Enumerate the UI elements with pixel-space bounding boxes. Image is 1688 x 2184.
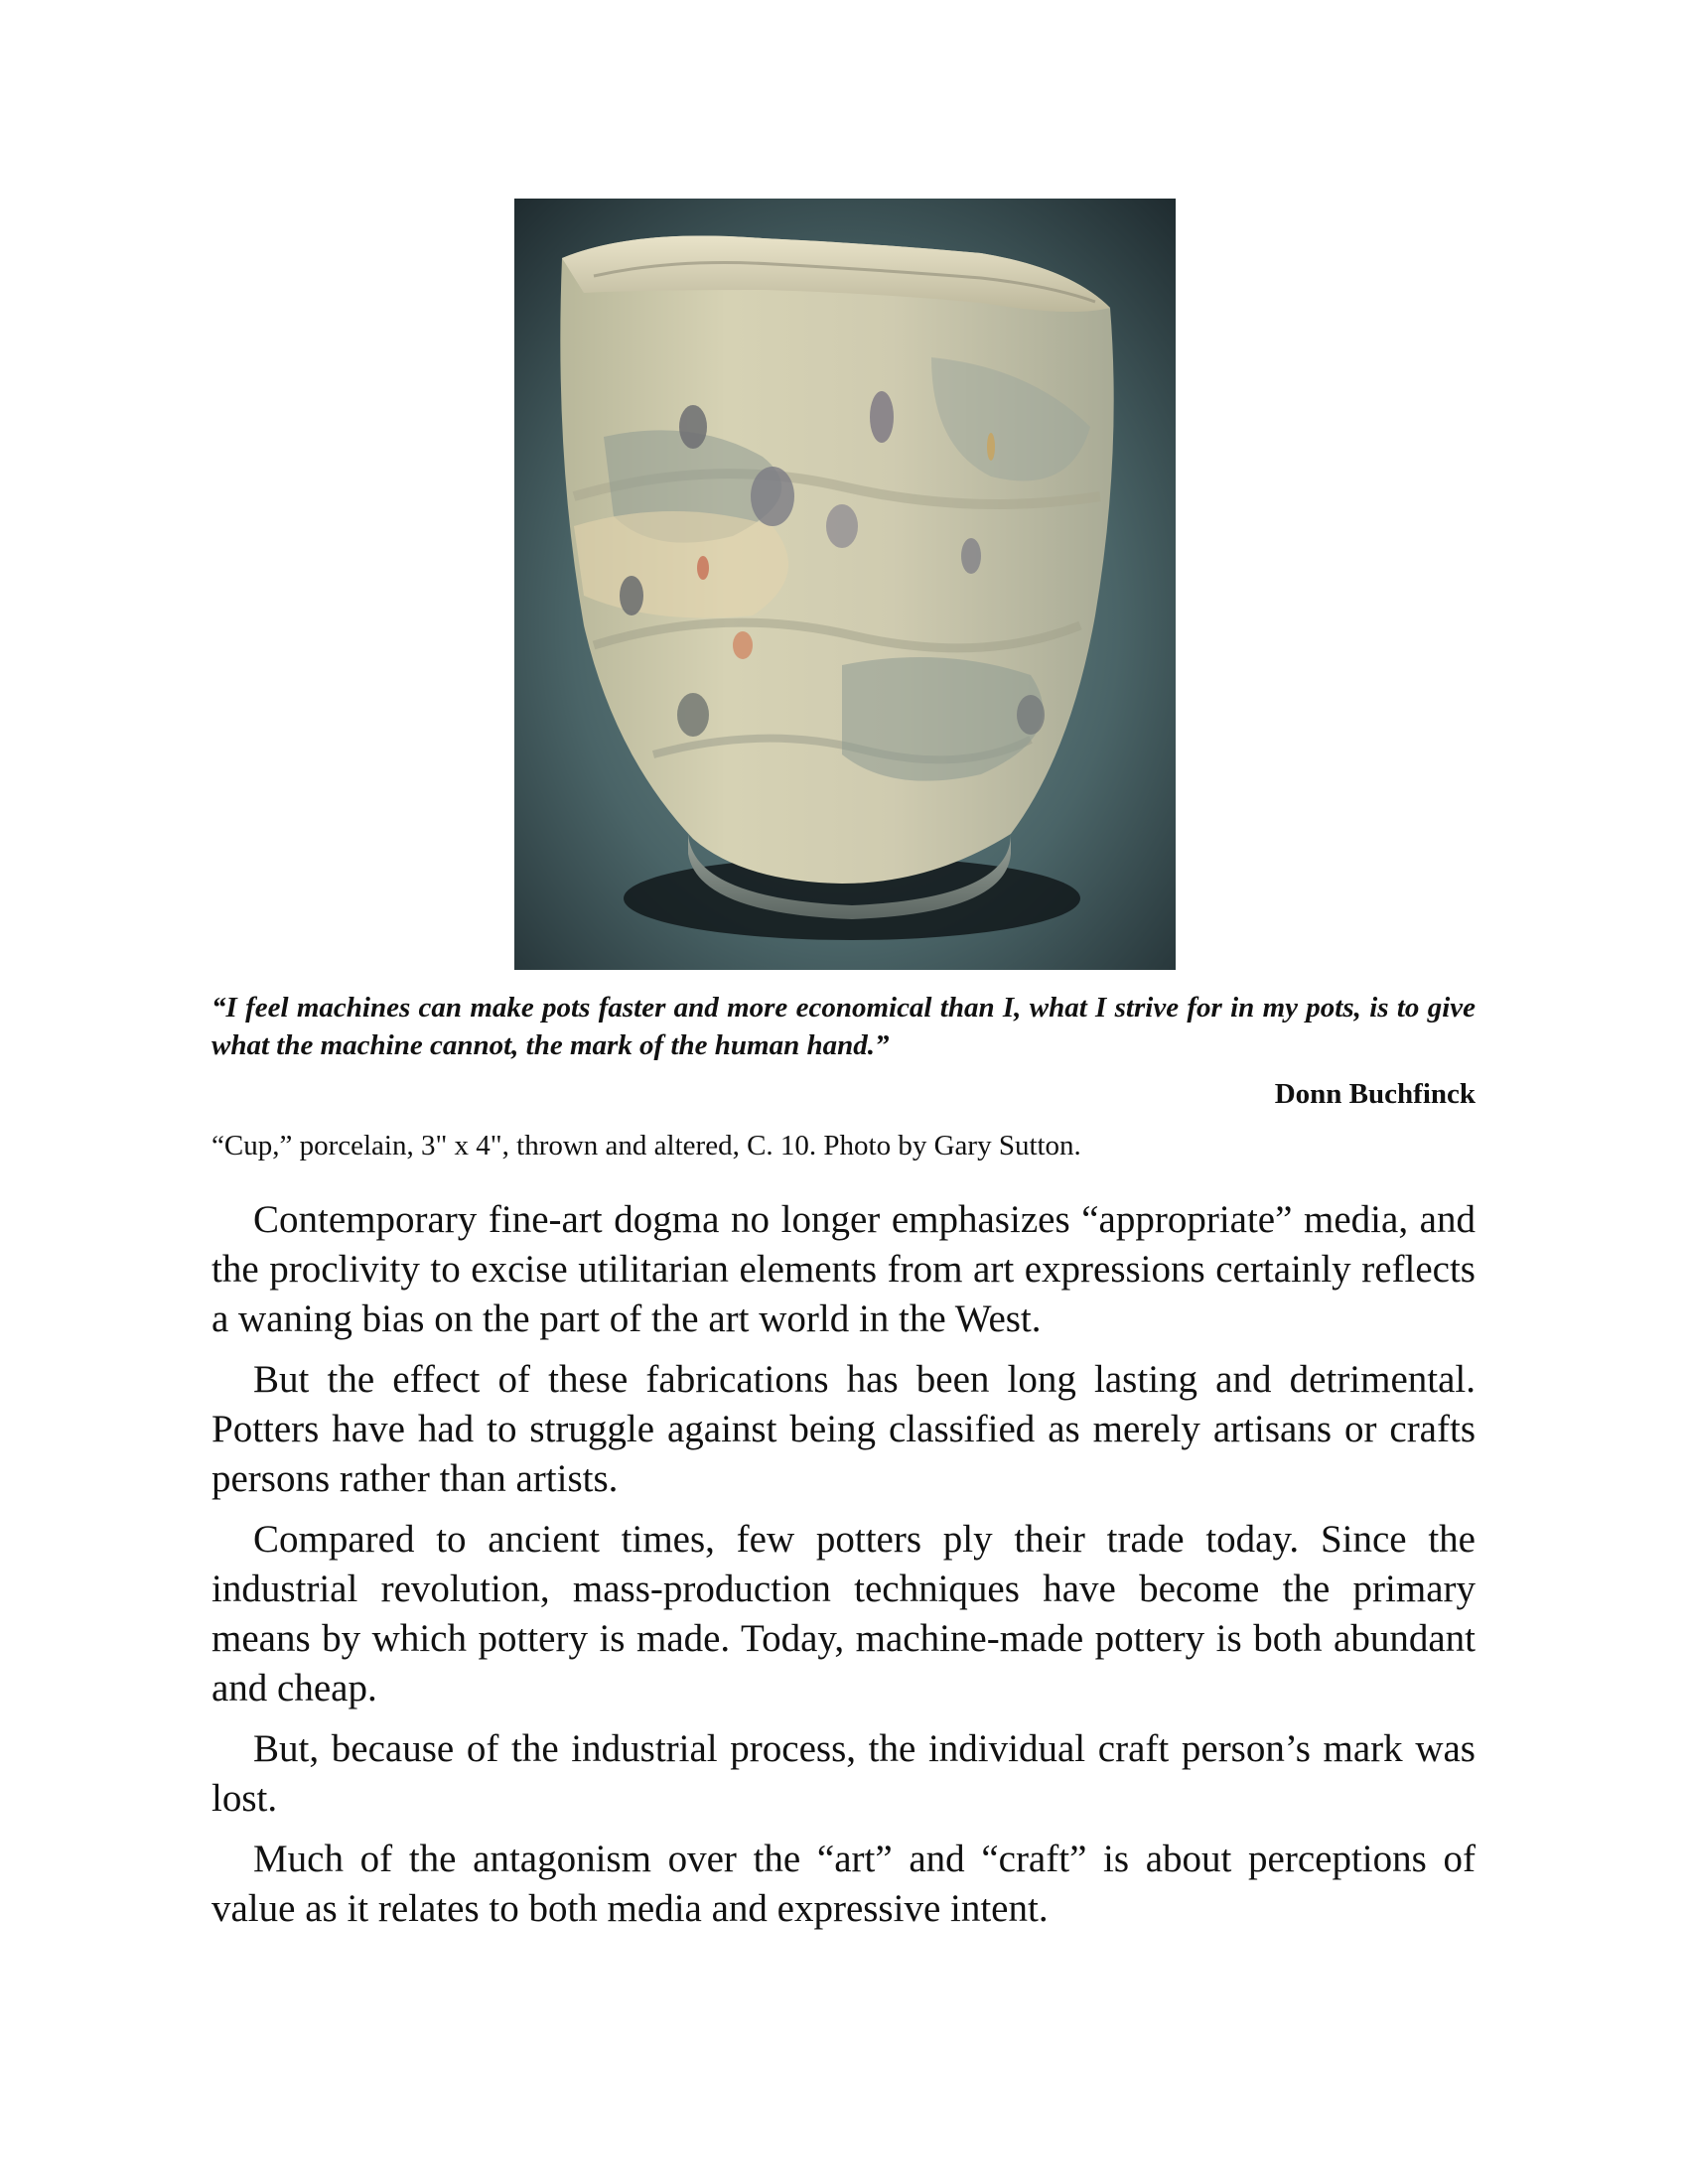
paragraph: Contemporary fine-art dogma no longer emphasizes “appropriate” media, and the proclivity to excise utilitarian elements from art expressions certainly reflects a waning bias on the part of the art world in the West. — [211, 1198, 1476, 1340]
cup-photo — [514, 199, 1176, 970]
paragraph: Much of the antagonism over the “art” and “craft” is about perceptions of value as it relates to both media and expressive intent. — [211, 1838, 1476, 1930]
paragraph: But the effect of these fabrications has been long lasting and detrimental. Potters have had to struggle against being classified as merely artisans or crafts persons rather than artists. — [211, 1358, 1476, 1500]
pull-quote: “I feel machines can make pots faster and more economical than I, what I strive for in my pots, is to give what the machine cannot, the mark of the human hand.” — [211, 992, 1476, 1061]
porcelain-cup-image — [514, 199, 1176, 970]
quote-attribution: Donn Buchfinck — [1274, 1078, 1476, 1110]
photo-caption: “Cup,” porcelain, 3" x 4", thrown and altered, C. 10. Photo by Gary Sutton. — [211, 1130, 1081, 1161]
paragraph: Compared to ancient times, few potters ply their trade today. Since the industrial revolution, mass-production techniques have become the primary means by which pottery is made. Today, machine-made pottery is both abundant and cheap. — [211, 1518, 1476, 1709]
document-page — [211, 0, 1476, 2184]
paragraph: But, because of the industrial process, the individual craft person’s mark was lost. — [211, 1727, 1476, 1820]
body-text — [211, 1195, 1476, 1945]
